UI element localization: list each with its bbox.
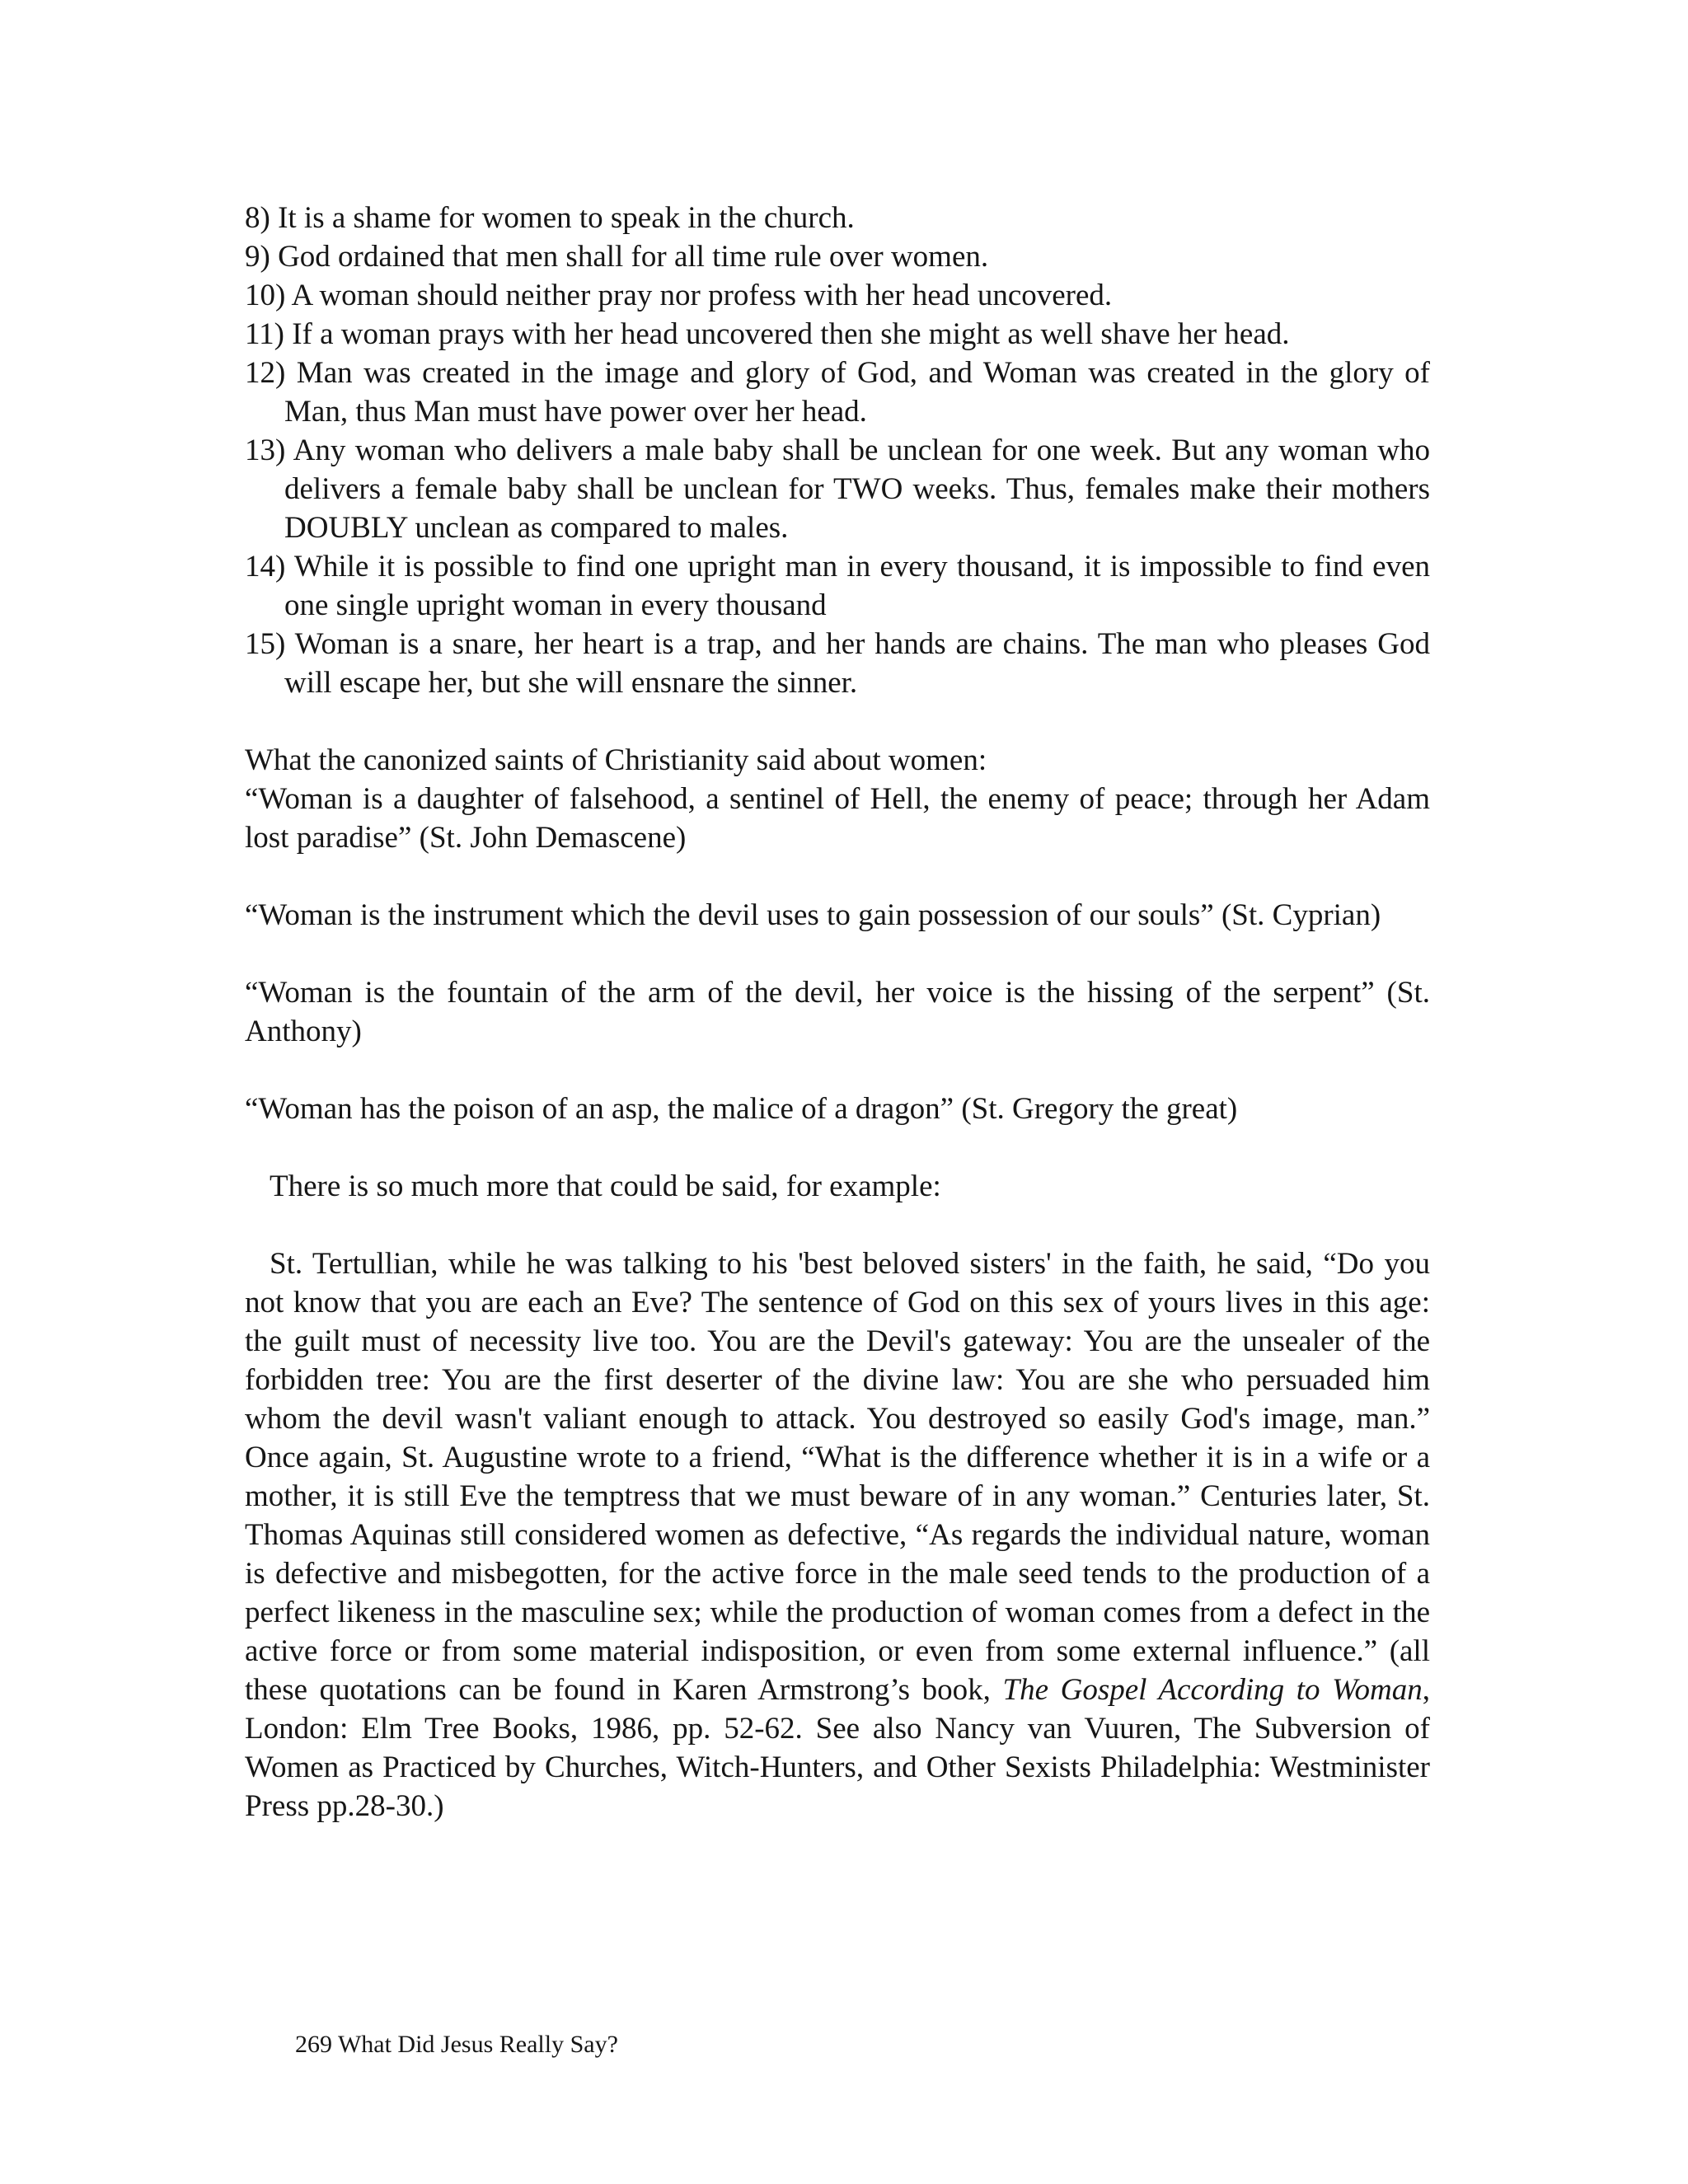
final-paragraph-text: St. Tertullian, while he was talking to his 'best beloved sisters' in the faith, he said, “Do you not know that you are each an Eve? The sentence of God on this sex of yours lives in this age: the guilt must of necessity live too. You are the Devil's gateway: You are the unsealer of the forbidden tree: You are the first deserter of the divine law: You are she who persuaded him whom the devil wasn't valiant enough to attack. You destroyed so easily God's image, man.” Once again, St. Augustine wrote to a friend, “What is the difference whether it is in a wife or a mother, it is still Eve the temptress that we must beware of in any woman.” Centuries later, St. Thomas Aquinas still considered women as defective, “As regards the individual nature, woman is defective and misbegotten, for the active force in the male seed tends to the production of a perfect likeness in the masculine sex; while the production of woman comes from a defect in the active force or from some material indisposition, or even from some external influence.” (all these quotations can be found in Karen Armstrong’s book,	[245, 1247, 1430, 1707]
page-footer: 269 What Did Jesus Really Say?	[295, 2031, 618, 2058]
list-item: 13) Any woman who delivers a male baby shall be unclean for one week. But any woman who delivers a female baby shall be unclean for TWO weeks. Thus, females make their mothers DOUBLY unclean as compared to males.	[245, 434, 1430, 545]
list-item: 15) Woman is a snare, her heart is a trap, and her hands are chains. The man who pleases God will escape her, but she will ensnare the sinner.	[245, 627, 1430, 700]
saints-heading: What the canonized saints of Christianity said about women:	[245, 743, 987, 777]
list-item: 14) While it is possible to find one upright man in every thousand, it is impossible to find even one single upright woman in every thousand	[245, 550, 1430, 622]
list-item: 8) It is a shame for women to speak in the church.	[245, 201, 855, 235]
list-item: 10) A woman should neither pray nor profess with her head uncovered.	[245, 279, 1113, 312]
numbered-list	[245, 199, 1430, 702]
page-body	[245, 199, 1430, 1825]
list-item: 9) God ordained that men shall for all time rule over women.	[245, 240, 989, 274]
list-item: 11) If a woman prays with her head uncovered then she might as well shave her head.	[245, 317, 1290, 351]
final-paragraph	[245, 1244, 1430, 1825]
final-paragraph-citation: , London: Elm Tree Books, 1986, pp. 52-62. See also Nancy van Vuuren, The Subversion of Women as Practiced by Churches, Witch-Hunters, and Other Sexists Philadelphia: Westminister Press pp.28-30.)	[245, 1673, 1430, 1823]
spacer	[245, 1206, 1430, 1244]
quote-paragraph: “Woman is the fountain of the arm of the devil, her voice is the hissing of the serpent” (St. Anthony)	[245, 976, 1430, 1048]
quote-paragraph: “Woman has the poison of an asp, the malice of a dragon” (St. Gregory the great)	[245, 1092, 1238, 1126]
spacer	[245, 702, 1430, 741]
spacer	[245, 1051, 1430, 1090]
book-title: The Gospel According to Woman	[1002, 1673, 1423, 1707]
list-item: 12) Man was created in the image and glory of God, and Woman was created in the glory of Man, thus Man must have power over her head.	[245, 356, 1430, 429]
quote-paragraph: “Woman is a daughter of falsehood, a sentinel of Hell, the enemy of peace; through her Adam lost paradise” (St. John Demascene)	[245, 782, 1430, 855]
more-intro: There is so much more that could be said, for example:	[270, 1169, 941, 1203]
spacer	[245, 1128, 1430, 1167]
spacer	[245, 857, 1430, 896]
spacer	[245, 935, 1430, 973]
quote-paragraph: “Woman is the instrument which the devil uses to gain possession of our souls” (St. Cyprian)	[245, 898, 1381, 932]
